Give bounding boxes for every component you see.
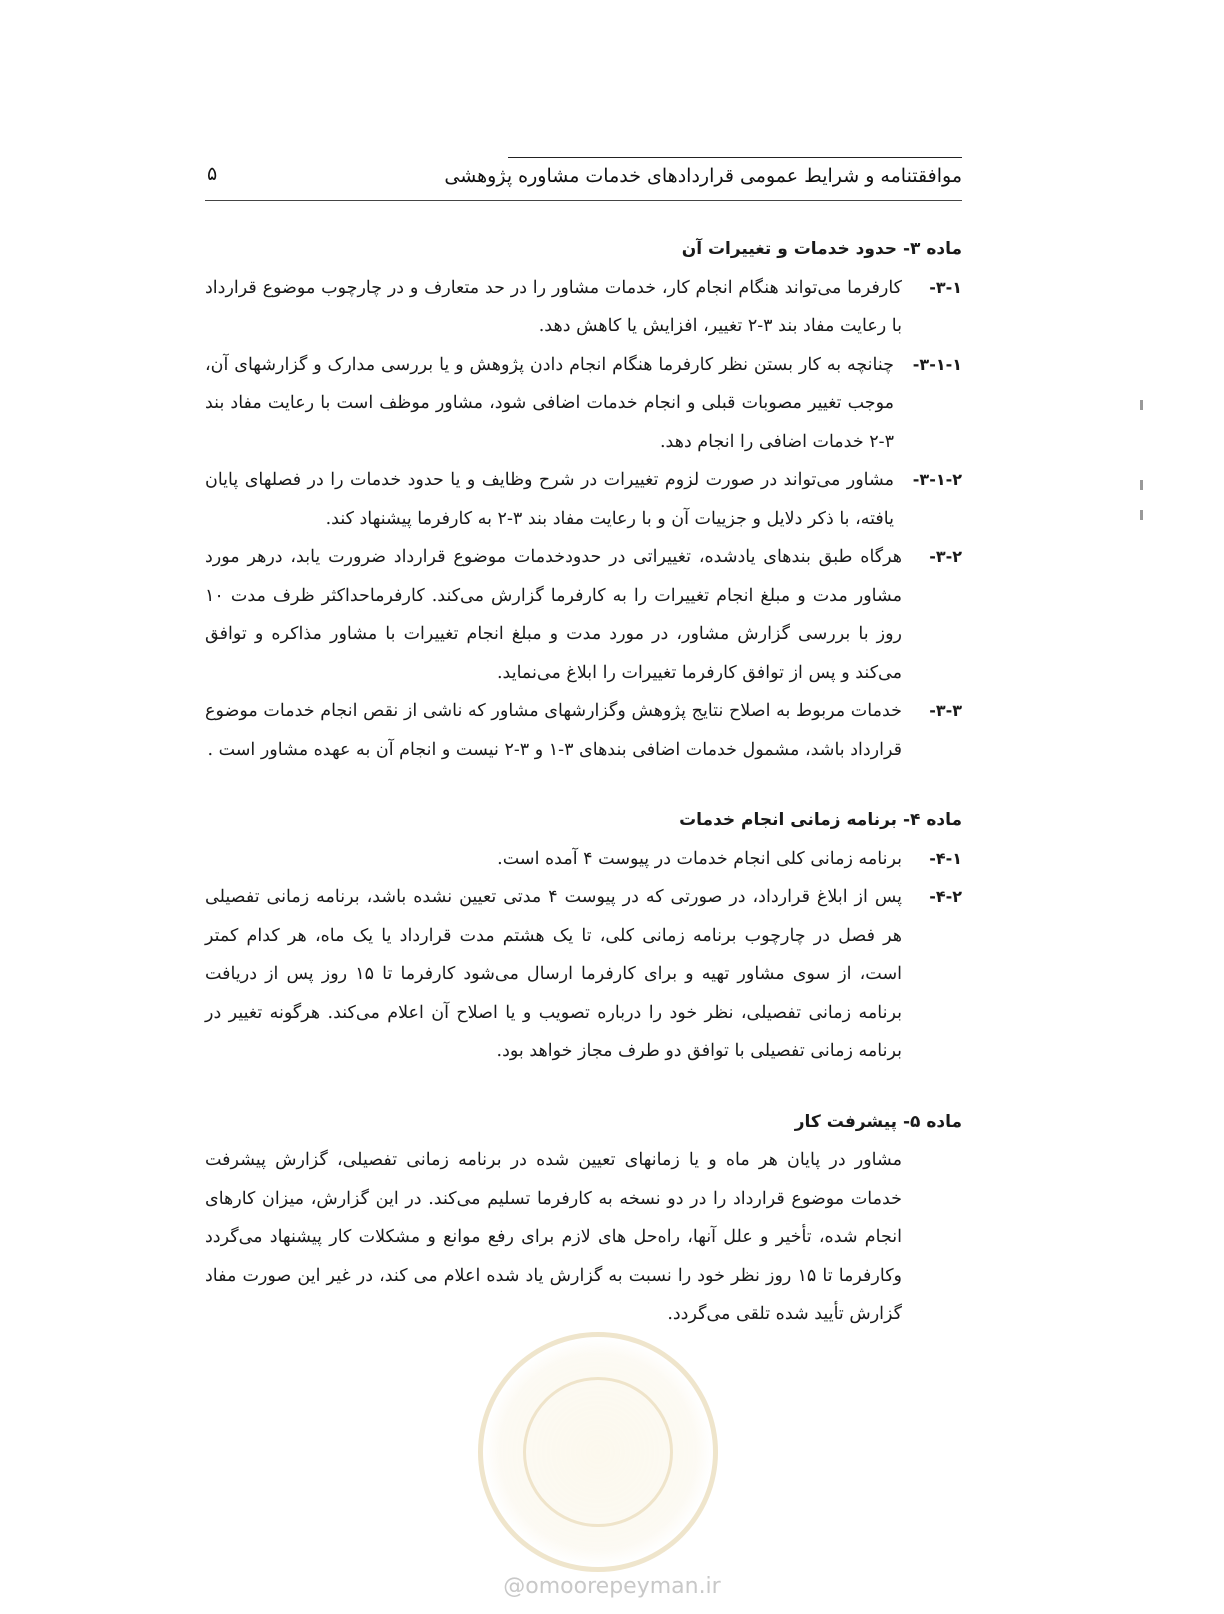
section-gap — [205, 769, 962, 801]
clause-text: پس از ابلاغ قرارداد، در صورتی که در پیوست ۴ مدتی تعیین نشده باشد، برنامه زمانی تفصیلی هر فصل در چارچوب برنامه زمانی کلی، تا یک هشتم مدت قرارداد یا یک ماه، هر کدام کمتر است، از سوی مشاور تهیه و برای کارفرما ارسال می‌شود کارفرما تا ۱۵ روز پس از دریافت برنامه زمانی تفصیلی، نظر خود را درباره تصویب و یا اصلاح آن اعلام می‌کند. هرگونه تغییر در برنامه زمانی تفصیلی با توافق دو طرف مجاز خواهد بود. — [205, 887, 902, 1061]
margin-mark — [1140, 400, 1143, 410]
watermark-url: @omoorepeyman.ir — [503, 1574, 721, 1599]
clause-number: ۳-۳- — [929, 701, 962, 720]
clause-text: کارفرما می‌تواند هنگام انجام کار، خدمات مشاور را در حد متعارف و در چارچوب موضوع قرارداد با رعایت مفاد بند ۳-۲ تغییر، افزایش یا کاهش دهد. — [205, 277, 902, 336]
article-5-text: مشاور در پایان هر ماه و یا زمانهای تعیین شده در برنامه زمانی تفصیلی، گزارش پیشرفت خدمات موضوع قرارداد را در دو نسخه به کارفرما تسلیم می‌کند. در این گزارش، میزان کارهای انجام شده، تأخیر و علل آنها، راه‌حل های لازم برای رفع موانع و مشکلات کار پیشنهاد می‌گردد وکارفرما تا ۱۵ روز نظر خود را نسبت به گزارش یاد شده اعلام می کند، در غیر این صورت مفاد گزارش تأیید شده تلقی می‌گردد. — [205, 1150, 902, 1324]
clause-text: چنانچه به کار بستن نظر کارفرما هنگام انجام دادن پژوهش و یا بررسی مدارک و گزارشهای آن، موجب تغییر مصوبات قبلی و انجام خدمات اضافی شود، مشاور موظف است با رعایت مفاد بند ۳-۲ خدمات اضافی را انجام دهد. — [205, 354, 894, 452]
clause-text: هرگاه طبق بندهای یادشده، تغییراتی در حدودخدمات موضوع قرارداد ضرورت یابد، درهر مورد مشاور مدت و مبلغ انجام تغییرات را به کارفرما گزارش می‌کند. کارفرماحداکثر ظرف مدت ۱۰ روز با بررسی گزارش مشاور، در مورد مدت و مبلغ انجام تغییرات با مشاور مذاکره و توافق می‌کند و پس از توافق کارفرما تغییرات را ابلاغ می‌نماید. — [205, 547, 902, 683]
header-title: موافقتنامه و شرایط عمومی قراردادهای خدمات مشاوره پژوهشی — [444, 165, 962, 187]
clause-3-2 — [205, 538, 962, 692]
clause-text: مشاور می‌تواند در صورت لزوم تغییرات در شرح وظایف و یا حدود خدمات را در فصلهای پایان یافته، با ذکر دلایل و جزییات آن و با رعایت مفاد بند ۳-۲ به کارفرما پیشنهاد کند. — [205, 470, 894, 529]
clause-4-2 — [205, 878, 962, 1071]
running-header — [205, 157, 962, 197]
clause-3-1-1 — [205, 346, 962, 462]
clause-text: خدمات مربوط به اصلاح نتایج پژوهش وگزارشهای مشاور که ناشی از نقص انجام خدمات موضوع قرارداد باشد، مشمول خدمات اضافی بندهای ۳-۱ و ۳-۲ نیست و انجام آن به عهده مشاور است . — [205, 701, 902, 760]
clause-number: ۳-۱-۱- — [912, 354, 962, 374]
margin-mark — [1140, 510, 1143, 520]
clause-number: ۳-۱- — [929, 277, 962, 297]
clause-3-1-2 — [205, 461, 962, 538]
section-gap — [205, 1071, 962, 1103]
clause-3-1 — [205, 269, 962, 346]
clause-number: ۴-۱- — [929, 848, 962, 868]
clause-text: برنامه زمانی کلی انجام خدمات در پیوست ۴ آمده است. — [497, 848, 902, 869]
clause-number: ۴-۲- — [929, 887, 962, 906]
header-bottom-rule — [205, 200, 962, 201]
article-4-heading: ماده ۴- برنامه زمانی انجام خدمات — [679, 810, 962, 830]
clause-number: ۳-۲- — [929, 547, 962, 566]
clause-number: ۳-۱-۲- — [912, 470, 962, 489]
clause-4-1 — [205, 840, 962, 879]
article-3-heading: ماده ۳- حدود خدمات و تغییرات آن — [681, 239, 962, 259]
page-number: ۵ — [207, 163, 218, 185]
header-top-rule — [508, 157, 962, 158]
margin-mark — [1140, 480, 1143, 490]
document-body — [205, 230, 962, 1334]
article-5-heading: ماده ۵- پیشرفت کار — [794, 1111, 962, 1132]
clause-3-3 — [205, 692, 962, 769]
watermark-seal — [478, 1332, 718, 1572]
